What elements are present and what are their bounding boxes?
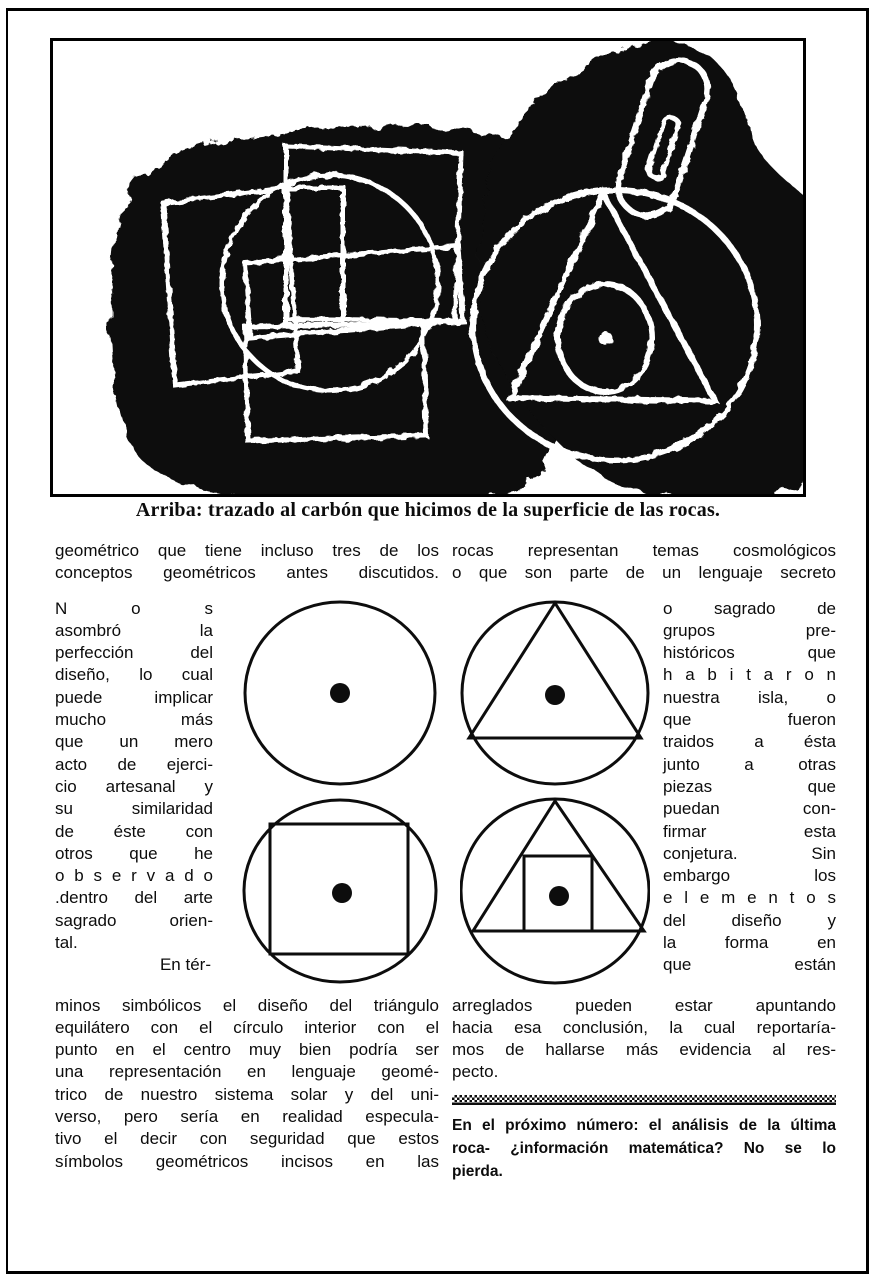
text-line: verso, pero sería en realidad especula- — [55, 1107, 439, 1127]
text-line: grupos pre- — [663, 620, 836, 640]
text-line: una representación en lenguaje geomé- — [55, 1062, 439, 1082]
text-line: conjetura. Sin — [663, 843, 836, 863]
hatched-divider — [452, 1095, 836, 1105]
center-dot — [545, 685, 565, 705]
text-line: asombró la — [55, 620, 213, 640]
text-line: equilátero con el círculo interior con el — [55, 1017, 439, 1037]
text-line: .dentro del arte — [55, 888, 213, 908]
text-line: símbolos geométricos incisos en las — [55, 1151, 439, 1171]
text-line: tal. — [55, 933, 78, 953]
text-line: o que son parte de un lenguaje secreto — [452, 563, 836, 583]
diagram-circle-triangle-square-dot — [460, 796, 650, 986]
text-line: puede implicar — [55, 687, 213, 707]
text-line: conceptos geométricos antes discutidos. — [55, 563, 439, 583]
text-line: firmar esta — [663, 821, 836, 841]
text-line: perfección del — [55, 643, 213, 663]
text-line: sagrado orien- — [55, 910, 213, 930]
text-line: que fueron — [663, 710, 836, 730]
article-column-right — [452, 540, 836, 1183]
text-line: o sagrado de — [663, 598, 836, 618]
text-line: arreglados pueden estar apuntando — [452, 995, 836, 1015]
text-line: pierda. — [452, 1162, 503, 1180]
text-line: o b s e r v a d o — [55, 866, 213, 886]
center-dot — [549, 886, 569, 906]
text-line: cio artesanal y — [55, 776, 213, 796]
text-line: minos simbólicos el diseño del triángulo — [55, 995, 439, 1015]
text-line: trico de nuestro sistema solar y del uni- — [55, 1084, 439, 1104]
text-line: En tér- — [159, 955, 211, 975]
right-wrap-row — [452, 598, 836, 986]
center-dot — [330, 683, 350, 703]
text-line: hacia esa conclusión, la cual reportaría- — [452, 1017, 836, 1037]
text-line: que están — [663, 955, 836, 975]
text-line: traidos a ésta — [663, 732, 836, 752]
text-line: tivo el decir con seguridad que estos — [55, 1129, 439, 1149]
text-line: mucho más — [55, 710, 213, 730]
text-line: su similaridad — [55, 799, 213, 819]
text-line: diseño, lo cual — [55, 665, 213, 685]
rubbing-figure-frame — [50, 38, 806, 497]
left-continuation-paragraph — [55, 995, 439, 1173]
figure-caption: Arriba: trazado al carbón que hicimos de la superficie de las rocas. — [135, 499, 721, 521]
text-line: acto de ejerci- — [55, 754, 213, 774]
text-line: otros que he — [55, 843, 213, 863]
text-line: h a b i t a r o n — [663, 665, 836, 685]
diagram-circle-dot — [242, 598, 439, 788]
right-continuation-paragraph — [452, 995, 836, 1084]
text-line: roca- ¿información matemática? No se lo — [452, 1139, 836, 1157]
text-line: históricos que — [663, 643, 836, 663]
left-narrow-paragraph — [55, 598, 213, 986]
next-issue-note — [452, 1114, 836, 1183]
text-line: que un mero — [55, 732, 213, 752]
text-line: N o s — [55, 598, 213, 618]
left-diagram-stack — [242, 598, 439, 986]
text-line: junto a otras — [663, 754, 836, 774]
center-dot — [332, 883, 352, 903]
text-line: la forma en — [663, 933, 836, 953]
text-line: pecto. — [452, 1062, 499, 1082]
text-line: de éste con — [55, 821, 213, 841]
text-line: geométrico que tiene incluso tres de los — [55, 541, 439, 560]
right-narrow-paragraph — [663, 598, 836, 986]
text-line: e l e m e n t o s — [663, 888, 836, 908]
center-dot — [598, 331, 612, 345]
text-line: rocas representan temas cosmológicos — [452, 541, 836, 560]
right-diagram-stack — [460, 598, 650, 986]
left-intro-paragraph — [55, 540, 439, 585]
right-intro-paragraph — [452, 540, 836, 585]
text-line: nuestra isla, o — [663, 687, 836, 707]
text-line: puedan con- — [663, 799, 836, 819]
text-line: embargo los — [663, 866, 836, 886]
charcoal-rubbing-image — [53, 41, 803, 494]
diagram-circle-square-dot — [242, 796, 439, 986]
left-wrap-row — [55, 598, 439, 986]
diagram-circle-triangle-dot — [460, 598, 650, 788]
text-line: del diseño y — [663, 910, 836, 930]
triangle-outline — [473, 801, 644, 931]
text-line: mos de hallarse más evidencia al res- — [452, 1040, 836, 1060]
text-line: piezas que — [663, 776, 836, 796]
text-line: punto en el centro muy bien podría ser — [55, 1040, 439, 1060]
text-line: En el próximo número: el análisis de la última — [452, 1116, 836, 1134]
article-column-left — [55, 540, 439, 1173]
